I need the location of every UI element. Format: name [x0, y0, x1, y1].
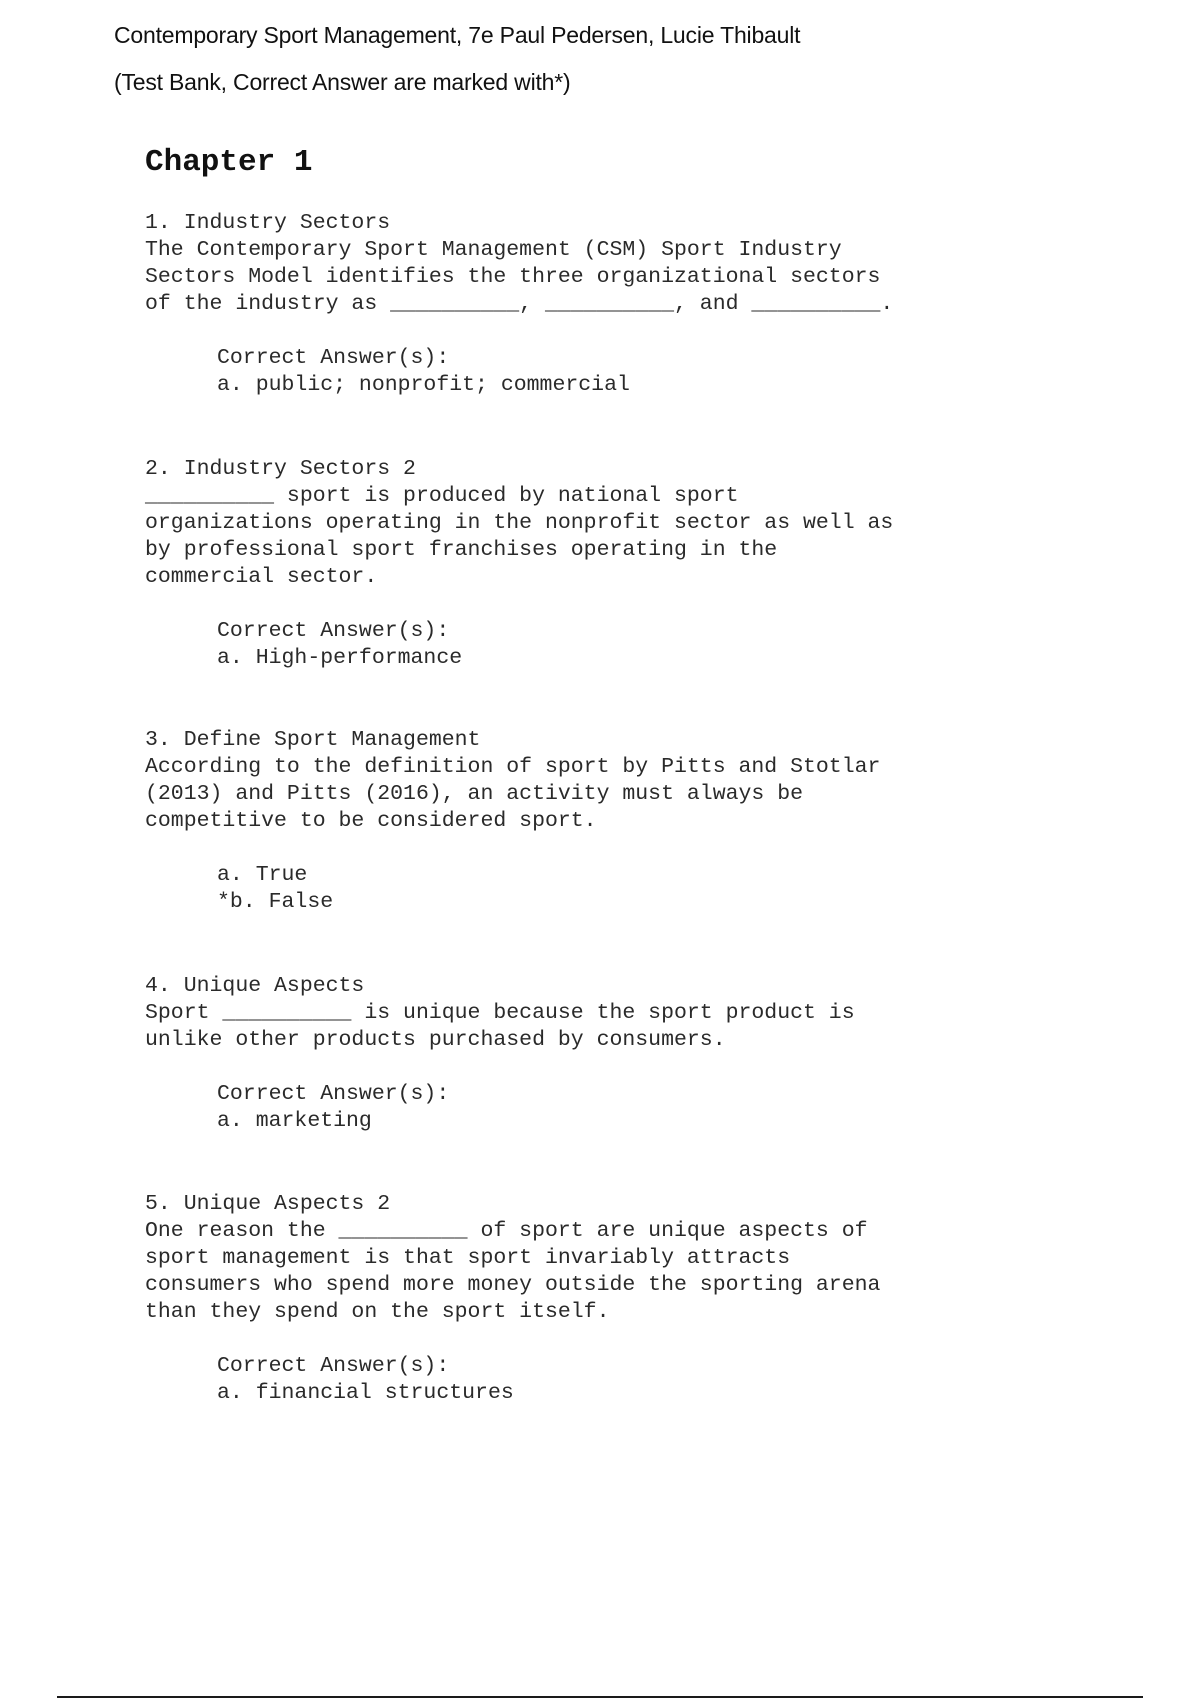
question-5 [145, 1191, 1145, 1407]
question-heading: 2. Industry Sectors 2 [145, 457, 416, 481]
question-text-line: organizations operating in the nonprofit sector as well as [145, 511, 894, 535]
question-heading: 1. Industry Sectors [145, 211, 391, 235]
question-text-line: unlike other products purchased by consumers. [145, 1028, 726, 1052]
chapter-title: Chapter 1 [145, 145, 313, 180]
answer-option: a. True [217, 863, 308, 887]
question-1 [145, 210, 1145, 399]
answer-block [145, 345, 1145, 399]
document-title: Contemporary Sport Management, 7e Paul Pedersen, Lucie Thibault [114, 22, 801, 48]
question-text-line: competitive to be considered sport. [145, 809, 597, 833]
answer-block [145, 862, 1145, 916]
answer-label: Correct Answer(s): [217, 619, 450, 643]
question-text-line: Sectors Model identifies the three organizational sectors [145, 265, 881, 289]
document-subtitle: (Test Bank, Correct Answer are marked with*) [114, 69, 571, 95]
question-3 [145, 727, 1145, 916]
answer-label: Correct Answer(s): [217, 1082, 450, 1106]
page-bottom-divider [57, 1696, 1143, 1698]
question-text-line: than they spend on the sport itself. [145, 1300, 610, 1324]
answer-label: Correct Answer(s): [217, 346, 450, 370]
question-heading: 3. Define Sport Management [145, 728, 481, 752]
question-text-line: commercial sector. [145, 565, 378, 589]
answer-label: Correct Answer(s): [217, 1354, 450, 1378]
question-text-line: __________ sport is produced by national sport [145, 484, 739, 508]
question-text-line: by professional sport franchises operating in the [145, 538, 778, 562]
question-heading: 4. Unique Aspects [145, 974, 365, 998]
answer-block [145, 1081, 1145, 1135]
question-4 [145, 973, 1145, 1135]
question-text-line: consumers who spend more money outside the sporting arena [145, 1273, 881, 1297]
question-text-line: Sport __________ is unique because the sport product is [145, 1001, 855, 1025]
answer-option: a. marketing [217, 1109, 372, 1133]
question-text-line: One reason the __________ of sport are unique aspects of [145, 1219, 868, 1243]
question-text-line: (2013) and Pitts (2016), an activity must always be [145, 782, 804, 806]
question-text-line: of the industry as __________, __________, and __________. [145, 292, 894, 316]
answer-option-correct: *b. False [217, 890, 334, 914]
question-heading: 5. Unique Aspects 2 [145, 1192, 391, 1216]
answer-block [145, 618, 1145, 672]
question-text-line: sport management is that sport invariably attracts [145, 1246, 791, 1270]
question-2 [145, 456, 1145, 672]
question-text-line: The Contemporary Sport Management (CSM) Sport Industry [145, 238, 842, 262]
answer-block [145, 1353, 1145, 1407]
answer-option: a. financial structures [217, 1381, 514, 1405]
answer-option: a. public; nonprofit; commercial [217, 373, 630, 397]
question-text-line: According to the definition of sport by Pitts and Stotlar [145, 755, 881, 779]
answer-option: a. High-performance [217, 646, 463, 670]
